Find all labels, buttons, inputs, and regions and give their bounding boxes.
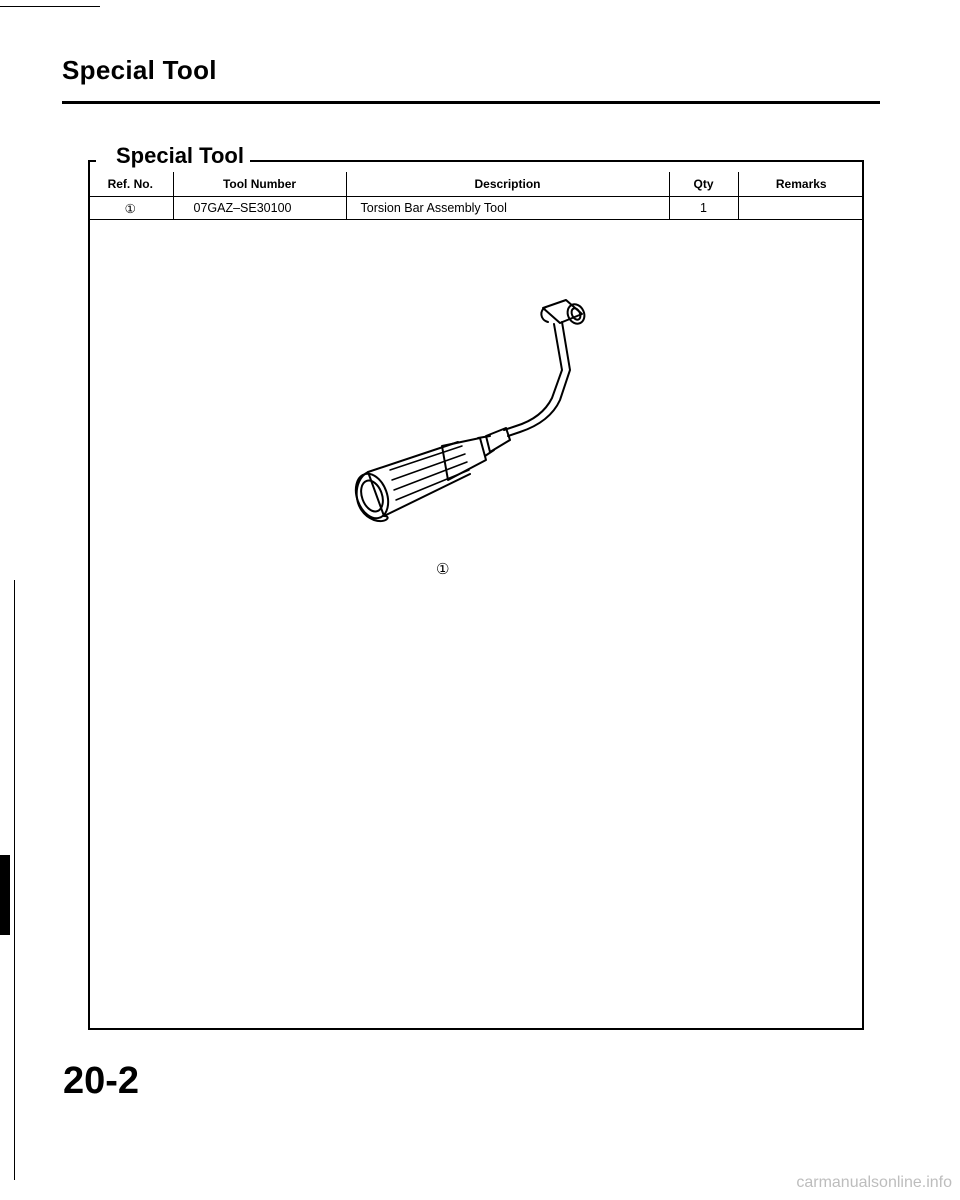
title-rule (62, 101, 880, 104)
page-number: 20-2 (63, 1060, 140, 1102)
frame-top-line (250, 160, 864, 162)
table-row (88, 197, 864, 220)
column-header-description: Description (346, 172, 669, 197)
section-index-tab (0, 855, 10, 935)
torsion-bar-assembly-tool-drawing (330, 290, 610, 530)
frame-top-line (88, 160, 96, 162)
column-header-qty: Qty (669, 172, 738, 197)
column-header-remarks: Remarks (738, 172, 864, 197)
binding-edge-line (14, 580, 15, 1180)
cell-description: Torsion Bar Assembly Tool (346, 197, 669, 220)
page-title: Special Tool (62, 55, 217, 85)
cell-qty: 1 (669, 197, 738, 220)
table-header-row (88, 172, 864, 197)
column-header-tool-number: Tool Number (173, 172, 346, 197)
cell-remarks (738, 197, 864, 220)
cell-ref-no: ① (88, 197, 173, 220)
column-header-ref-no: Ref. No. (107, 177, 153, 191)
special-tool-table (88, 172, 864, 220)
watermark[interactable]: carmanualsonline.info (796, 1174, 952, 1191)
figure-callout: ① (436, 561, 450, 578)
cell-tool-number: 07GAZ–SE30100 (173, 197, 346, 220)
section-title: Special Tool (110, 143, 250, 169)
top-corner-rule (0, 6, 100, 7)
